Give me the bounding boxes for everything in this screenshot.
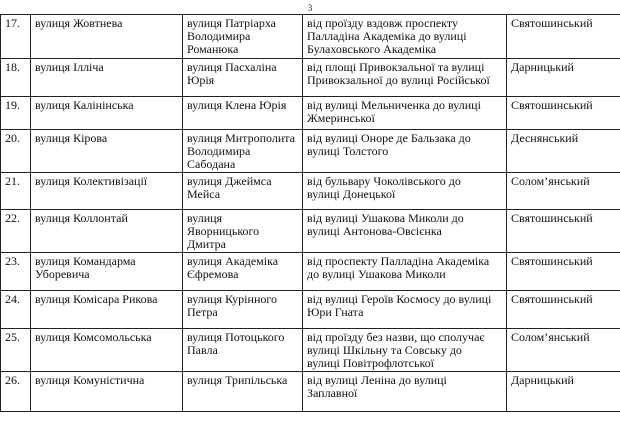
table-row: [1, 59, 620, 97]
new-street-name: вулиця Клена Юрія: [183, 97, 303, 130]
street-route: від вулиці Леніна до вулиці Заплавної: [303, 372, 507, 412]
street-route: від площі Привокзальної та вулиці Привокзальної до вулиці Російської: [303, 59, 507, 97]
old-street-name: вулиця Кірова: [31, 130, 183, 173]
street-route: від бульвару Чоколівського до вулиці Донецької: [303, 173, 507, 210]
new-street-name: вулиця Джеймса Мейса: [183, 173, 303, 210]
new-street-name: вулиця Курінного Петра: [183, 291, 303, 329]
new-street-name: вулиця Патріарха Володимира Романюка: [183, 15, 303, 59]
new-street-name: вулиця Потоцького Павла: [183, 329, 303, 372]
row-number: 24.: [1, 291, 31, 329]
table-row: [1, 97, 620, 130]
street-route: від проїзду вздовж проспекту Палладіна Академіка до вулиці Булаховського Академіка: [303, 15, 507, 59]
street-route: від проїзду без назви, що сполучає вулиці Шкільну та Совську до вулиці Повітрофлотської: [303, 329, 507, 372]
row-number: 18.: [1, 59, 31, 97]
old-street-name: вулиця Командарма Уборевича: [31, 253, 183, 291]
row-number: 25.: [1, 329, 31, 372]
district-name: Святошинський: [507, 253, 620, 291]
table-row: [1, 130, 620, 173]
old-street-name: вулиця Калінінська: [31, 97, 183, 130]
district-name: Святошинський: [507, 291, 620, 329]
row-number: 23.: [1, 253, 31, 291]
street-route: від вулиці Ушакова Миколи до вулиці Антонова-Овсієнка: [303, 210, 507, 253]
old-street-name: вулиця Коллонтай: [31, 210, 183, 253]
district-name: Святошинський: [507, 97, 620, 130]
table-row: [1, 173, 620, 210]
street-route: від вулиці Мельниченка до вулиці Жмеринської: [303, 97, 507, 130]
new-street-name: вулиця Пасхаліна Юрія: [183, 59, 303, 97]
district-name: Дарницький: [507, 372, 620, 412]
table-row: [1, 329, 620, 372]
district-name: Святошинський: [507, 210, 620, 253]
table-row: [1, 372, 620, 412]
district-name: Святошинський: [507, 15, 620, 59]
new-street-name: вулиця Яворницького Дмитра: [183, 210, 303, 253]
table-row: [1, 291, 620, 329]
row-number: 21.: [1, 173, 31, 210]
row-number: 17.: [1, 15, 31, 59]
old-street-name: вулиця Ілліча: [31, 59, 183, 97]
district-name: Солом’янський: [507, 173, 620, 210]
new-street-name: вулиця Трипільська: [183, 372, 303, 412]
old-street-name: вулиця Комісара Рикова: [31, 291, 183, 329]
page-number: 3: [307, 3, 313, 13]
district-name: Солом’янський: [507, 329, 620, 372]
old-street-name: вулиця Колективізації: [31, 173, 183, 210]
street-route: від вулиці Героїв Космосу до вулиці Юри Гната: [303, 291, 507, 329]
old-street-name: вулиця Комсомольська: [31, 329, 183, 372]
table-row: [1, 15, 620, 59]
district-name: Деснянський: [507, 130, 620, 173]
street-route: від вулиці Оноре де Бальзака до вулиці Толстого: [303, 130, 507, 173]
row-number: 19.: [1, 97, 31, 130]
new-street-name: вулиця Академіка Єфремова: [183, 253, 303, 291]
street-renaming-table: [0, 14, 620, 412]
row-number: 20.: [1, 130, 31, 173]
table-row: [1, 210, 620, 253]
old-street-name: вулиця Комуністична: [31, 372, 183, 412]
new-street-name: вулиця Митрополита Володимира Сабодана: [183, 130, 303, 173]
old-street-name: вулиця Жовтнева: [31, 15, 183, 59]
row-number: 26.: [1, 372, 31, 412]
street-route: від проспекту Палладіна Академіка до вулиці Ушакова Миколи: [303, 253, 507, 291]
table-row: [1, 253, 620, 291]
row-number: 22.: [1, 210, 31, 253]
district-name: Дарницький: [507, 59, 620, 97]
